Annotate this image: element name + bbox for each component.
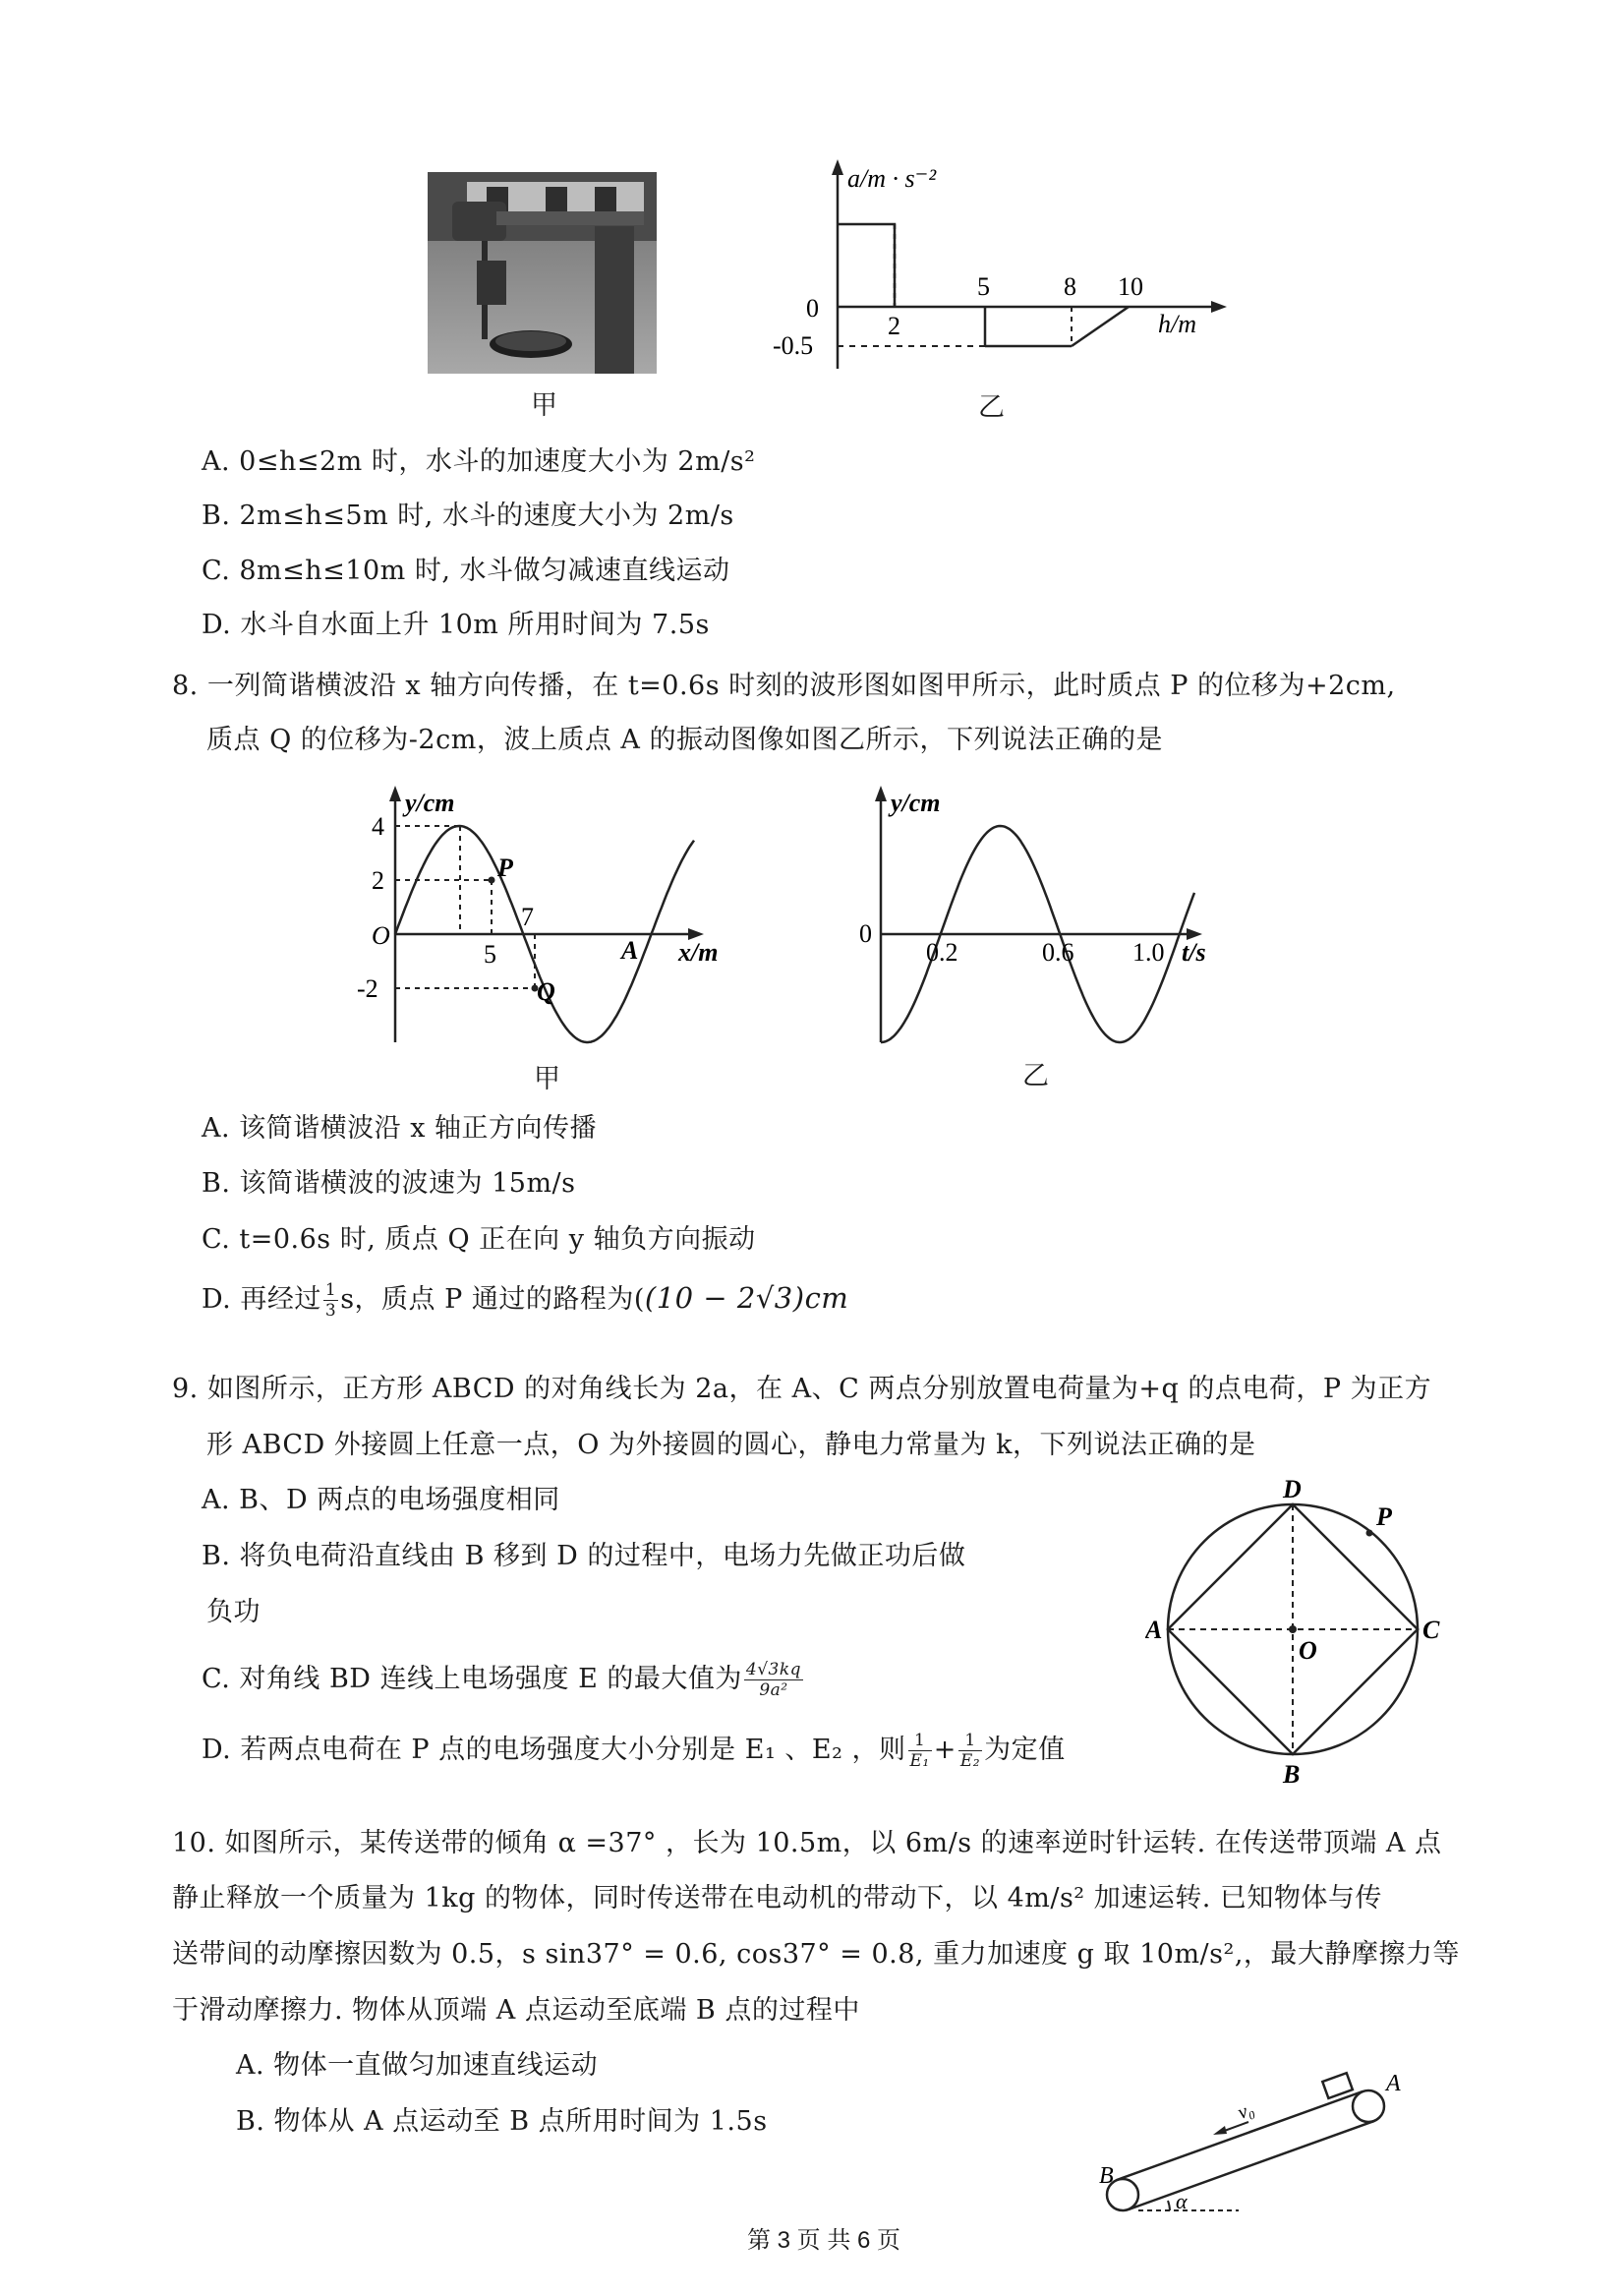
q9-d-frac2-den: E₂ (959, 1751, 981, 1771)
graph-xtick-5: 5 (977, 272, 990, 301)
q8-frac-den: 3 (324, 1301, 337, 1321)
fig10-label-b: B (1099, 2163, 1114, 2189)
graph-xtick-10: 10 (1118, 272, 1143, 301)
q7-option-d: D. 水斗自水面上升 10m 所用时间为 7.5s (202, 610, 710, 640)
vib-origin: 0 (859, 919, 872, 948)
q9-option-c-fraction (744, 1660, 803, 1700)
q8-option-a: A. 该简谐横波沿 x 轴正方向传播 (202, 1113, 598, 1144)
q9-d-frac1 (908, 1731, 932, 1771)
q10-option-b: B. 物体从 A 点运动至 B 点所用时间为 1.5s (236, 2106, 768, 2137)
wave-ytick-4: 4 (372, 812, 384, 841)
vib-ylabel: y/cm (891, 789, 941, 817)
vib-xtick-10: 1.0 (1132, 938, 1165, 967)
vib-xlabel: t/s (1182, 938, 1206, 967)
q8-vibration-graph (855, 782, 1229, 1052)
q9-square-circle-figure (1145, 1480, 1470, 1795)
q10-stem-line4: 于滑动摩擦力. 物体从顶端 A 点运动至底端 B 点的过程中 (172, 1995, 860, 2026)
well-photo-drawing (428, 172, 657, 374)
wave-point-a: A (621, 936, 639, 965)
q10-option-a: A. 物体一直做匀加速直线运动 (236, 2050, 599, 2081)
q8-option-d-math: (10 − 2√3)cm (644, 1281, 849, 1315)
q9-option-d (202, 1731, 1066, 1771)
q9-option-d-suffix: 为定值 (984, 1735, 1066, 1765)
q8-option-d-fraction (323, 1280, 338, 1321)
q8-vibration-caption: 乙 (1022, 1061, 1049, 1091)
fig10-label-alpha: α (1176, 2189, 1188, 2213)
q10-stem-line1: 10. 如图所示，某传送带的倾角 α =37° ，长为 10.5m，以 6m/s 的速率逆时针运转. 在传送带顶端 A 点 (172, 1828, 1442, 1858)
q9-d-frac1-num: 1 (908, 1731, 932, 1751)
fig9-label-c: C (1422, 1616, 1440, 1644)
fig10-label-v0: v₀ (1235, 2097, 1257, 2124)
wave-xlabel: x/m (678, 938, 719, 967)
q7-acceleration-graph (767, 157, 1239, 413)
q7-option-b: B. 2m≤h≤5m 时, 水斗的速度大小为 2m/s (202, 500, 734, 531)
q8-stem-line1: 8. 一列简谐横波沿 x 轴方向传播，在 t=0.6s 时刻的波形图如图甲所示，此时质点 P 的位移为+2cm, (172, 671, 1396, 701)
q8-option-b: B. 该简谐横波的波速为 15m/s (202, 1168, 576, 1199)
q9-option-c-prefix: C. 对角线 BD 连线上电场强度 E 的最大值为 (202, 1664, 742, 1694)
vib-xtick-06: 0.6 (1042, 938, 1074, 967)
q8-wave-caption: 甲 (534, 1064, 560, 1094)
q9-c-den: 9a² (759, 1680, 788, 1700)
q8-stem-line2: 质点 Q 的位移为-2cm，波上质点 A 的振动图像如图乙所示，下列说法正确的是 (206, 725, 1163, 755)
q9-d-frac1-den: E₁ (909, 1751, 930, 1771)
q9-stem-line2: 形 ABCD 外接圆上任意一点，O 为外接圆的圆心，静电力常量为 k，下列说法正确的是 (206, 1430, 1256, 1460)
graph-tick-neg: -0.5 (773, 331, 814, 360)
q9-stem-line1: 9. 如图所示，正方形 ABCD 的对角线长为 2a，在 A、C 两点分别放置电荷量为+q 的点电荷，P 为正方 (172, 1374, 1432, 1404)
q10-conveyor-figure (1091, 2055, 1416, 2222)
graph-xtick-8: 8 (1064, 272, 1076, 301)
q10-stem-line2: 静止释放一个质量为 1kg 的物体，同时传送带在电动机的带动下，以 4m/s² 加速运转. 已知物体与传 (172, 1883, 1382, 1913)
q8-option-c: C. t=0.6s 时, 质点 Q 正在向 y 轴负方向振动 (202, 1224, 756, 1255)
fig9-label-a: A (1145, 1616, 1163, 1644)
wave-point-p: P (497, 854, 513, 882)
q9-option-d-plus: + (933, 1735, 957, 1765)
graph-xtick-2: 2 (888, 312, 900, 340)
wave-ylabel: y/cm (405, 789, 455, 817)
q9-option-c (202, 1660, 805, 1700)
q7-photo-caption: 甲 (531, 390, 557, 421)
q7-option-c: C. 8m≤h≤10m 时, 水斗做匀减速直线运动 (202, 556, 730, 586)
page-footer: 第 3 页 共 6 页 (747, 2227, 901, 2254)
wave-point-q: Q (537, 977, 555, 1006)
fig10-label-a: A (1386, 2071, 1401, 2096)
q7-graph-caption: 乙 (978, 392, 1005, 423)
graph-ylabel: a/m · s⁻² (847, 164, 937, 193)
wave-origin: O (372, 921, 390, 950)
q8-option-d-suffix: s，质点 P 通过的路程为( (340, 1284, 645, 1315)
q9-d-frac2 (958, 1731, 982, 1771)
q8-wave-graph (354, 782, 727, 1072)
q8-frac-num: 1 (324, 1280, 337, 1300)
well-photo (428, 172, 657, 374)
fig9-label-o: O (1299, 1636, 1317, 1665)
q9-option-b2: 负功 (206, 1597, 261, 1627)
q9-option-b1: B. 将负电荷沿直线由 B 移到 D 的过程中，电场力先做正功后做 (202, 1541, 966, 1571)
q9-c-num: 4√3kq (745, 1660, 802, 1679)
q10-stem-line3: 送带间的动摩擦因数为 0.5，s sin37° = 0.6, cos37° = 0.8, 重力加速度 g 取 10m/s²,，最大静摩擦力等 (172, 1939, 1460, 1970)
q9-option-a: A. B、D 两点的电场强度相同 (202, 1485, 560, 1515)
wave-ytick-2: 2 (372, 866, 384, 895)
q8-option-d (202, 1280, 848, 1321)
q7-option-a: A. 0≤h≤2m 时，水斗的加速度大小为 2m/s² (202, 446, 756, 477)
wave-xtick-7: 7 (521, 903, 534, 931)
wave-ytick-neg2: -2 (357, 974, 378, 1003)
fig9-label-p: P (1376, 1502, 1392, 1531)
q9-option-d-prefix: D. 若两点电荷在 P 点的电场强度大小分别是 E₁ 、E₂ ，则 (202, 1735, 906, 1765)
graph-origin: 0 (806, 294, 819, 323)
fig9-label-d: D (1283, 1480, 1302, 1503)
fig9-label-b: B (1283, 1760, 1301, 1789)
q9-d-frac2-num: 1 (958, 1731, 982, 1751)
q8-option-d-prefix: D. 再经过 (202, 1284, 321, 1315)
graph-xlabel: h/m (1158, 310, 1196, 338)
wave-xtick-5: 5 (484, 940, 496, 969)
vib-xtick-02: 0.2 (926, 938, 958, 967)
